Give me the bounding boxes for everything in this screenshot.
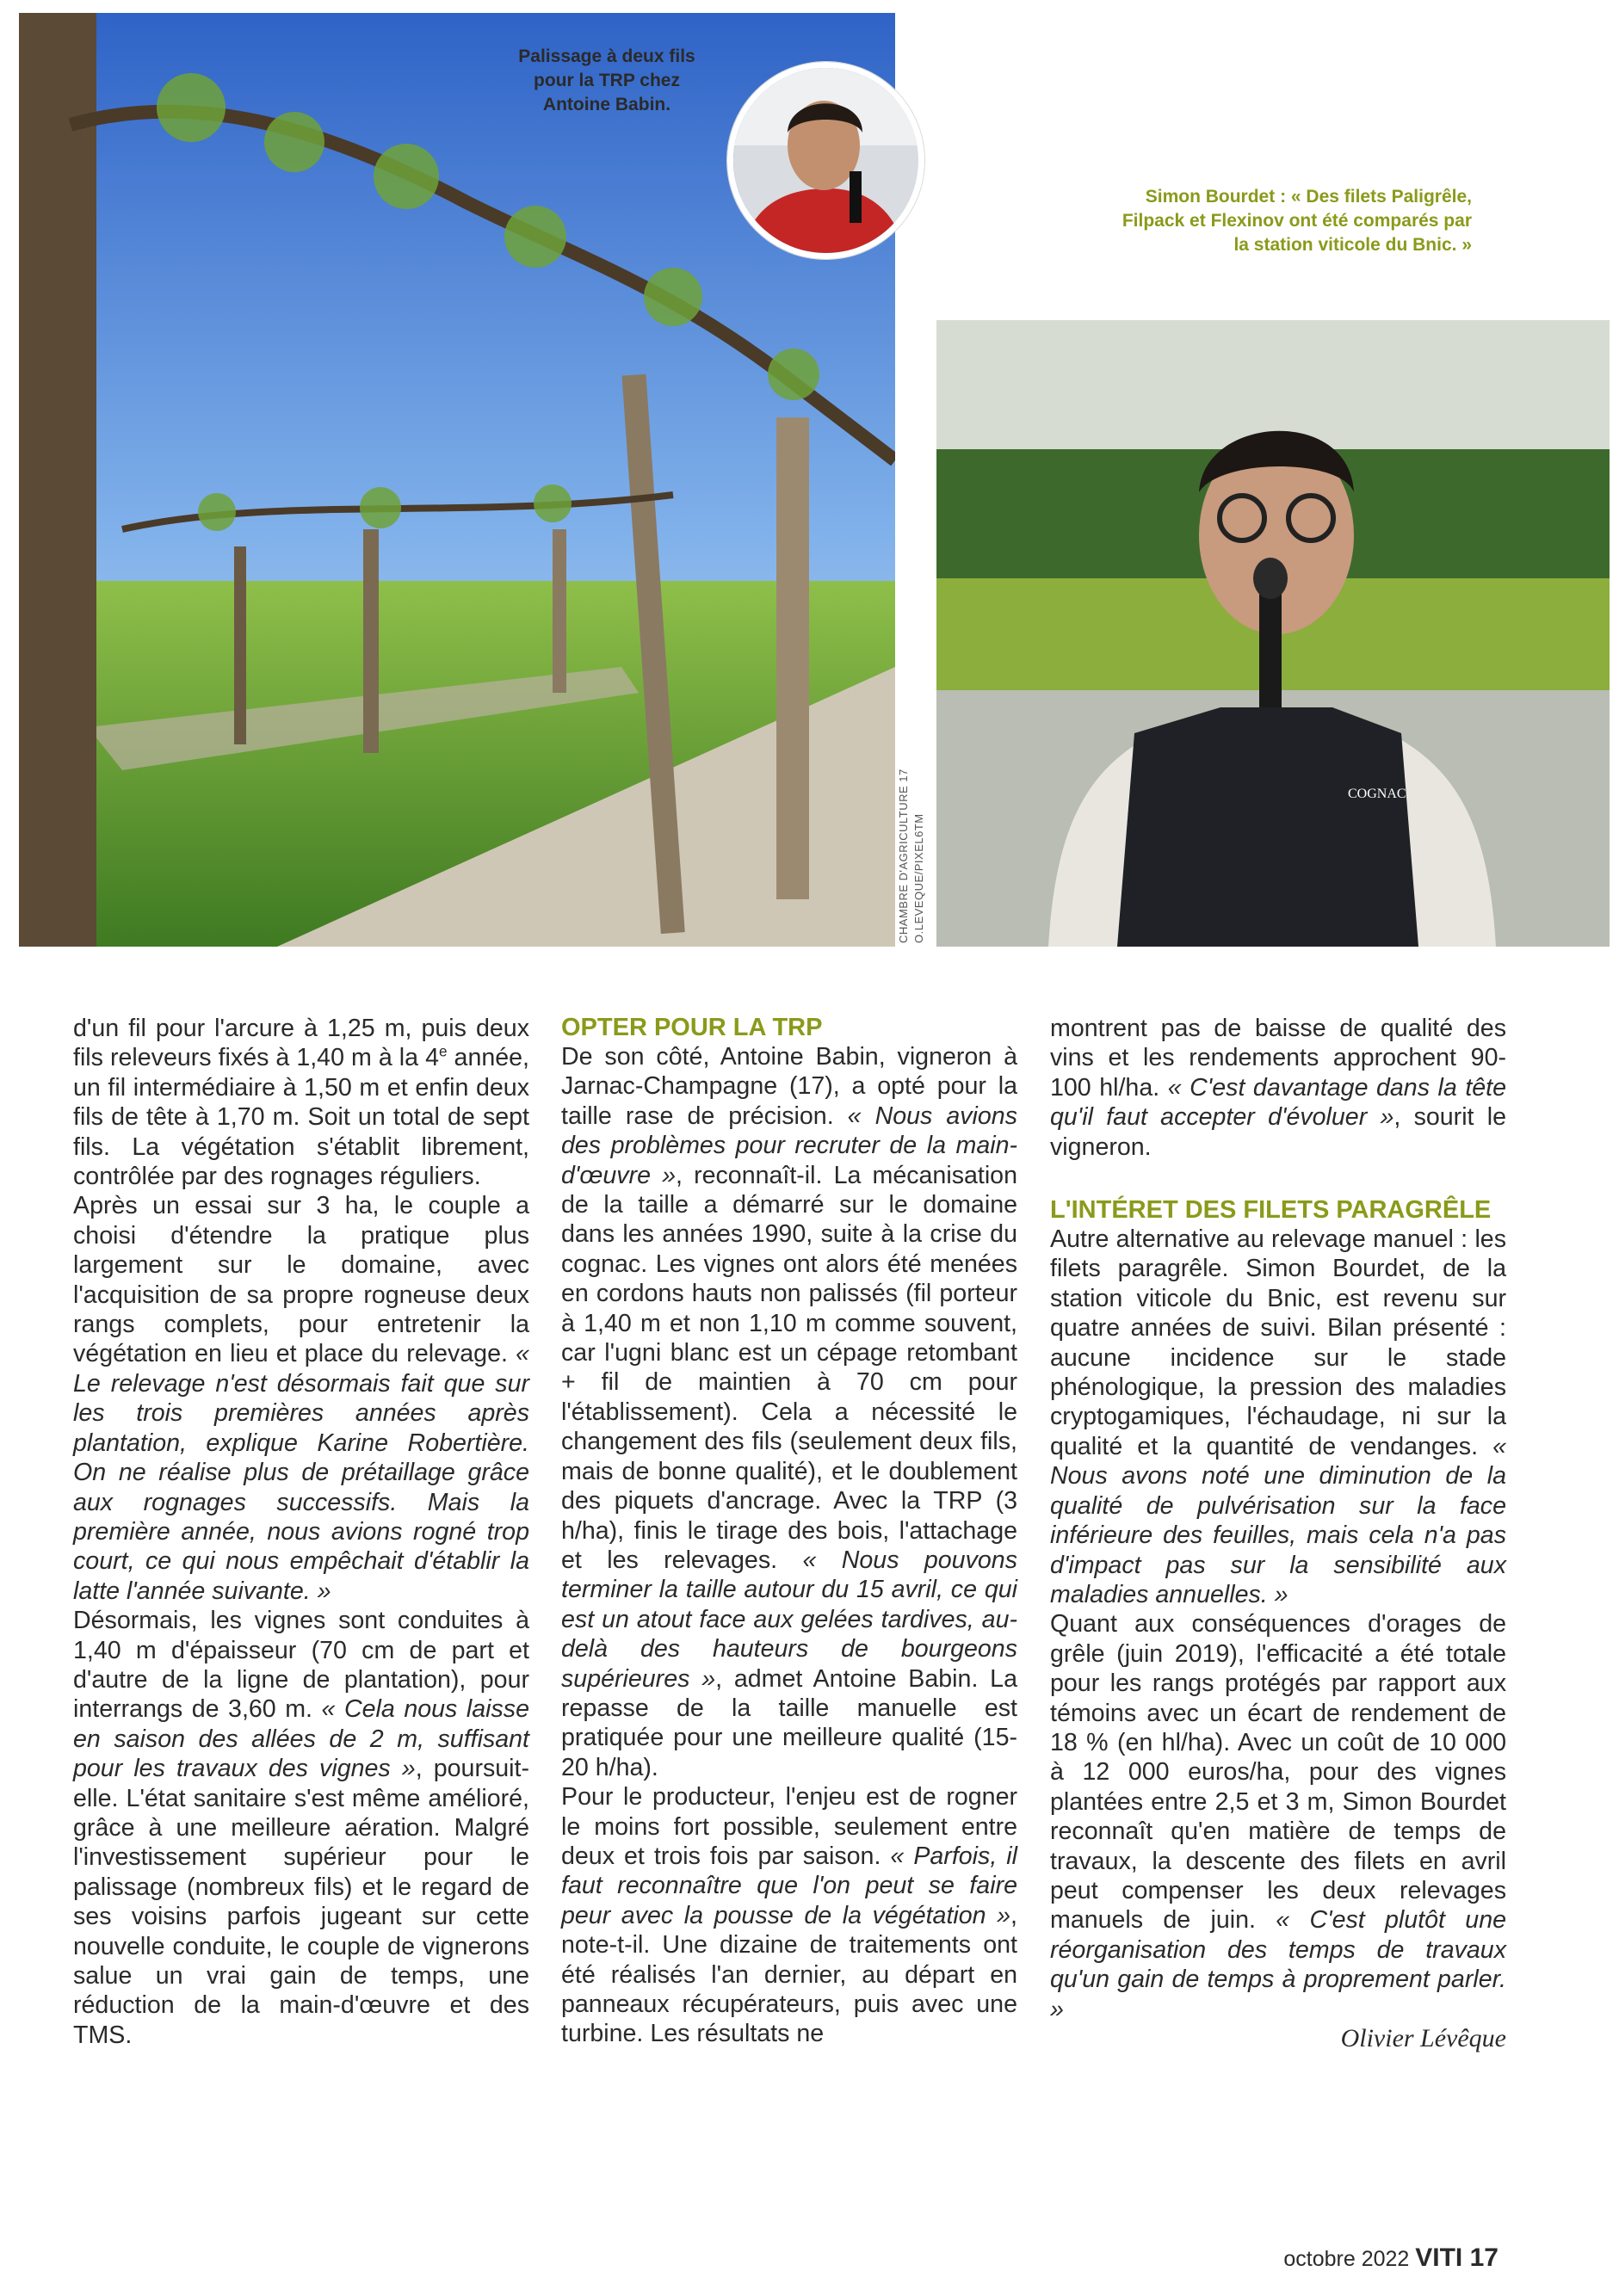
photo-credit-chambre: CHAMBRE D'AGRICULTURE 17	[897, 768, 910, 943]
section-heading-paragrele: L'INTÉRET DES FILETS PARAGRÊLE	[1050, 1196, 1492, 1225]
photo-caption-simon-bourdet: Simon Bourdet : « Des filets Paligrêle, Filpack et Flexinov ont été comparés par la station viticole du Bnic. »	[1122, 187, 1472, 255]
article-column-2	[561, 1014, 1017, 2049]
paragraph: Après un essai sur 3 ha, le couple a choisi d'étendre la pratique plus largement sur le domaine, avec l'acquisition de sa propre rogneuse deux rangs complets, pour entretenir la végétation en lieu et place du relevage. « Le relevage n'est désormais fait que sur les trois premières années après plantation, explique Karine Robertière. On ne réalise plus de prétaillage grâce aux rognages successifs. Mais la première année, nous avions rogné trop court, ce qui nous empêchait d'établir la latte l'année suivante. »	[73, 1192, 529, 1605]
section-heading-trp: OPTER POUR LA TRP	[561, 1014, 823, 1041]
article-column-3	[1050, 1014, 1506, 2053]
paragraph: Désormais, les vignes sont conduites à 1,40 m d'épaisseur (70 cm de part et d'autre de la ligne de plantation), pour interrangs de 3,60 m. « Cela nous laisse en saison des allées de 2 m, suffisant pour les travaux des vignes », poursuit-elle. L'état sanitaire s'est même amélioré, grâce à une meilleure aération. Malgré l'investissement supérieur pour le palissage (nombreux fils) et le regard de ses voisins parfois jugeant sur cette nouvelle conduite, le couple de vignerons salue un vrai gain de temps, une réduction de la main-d'œuvre et des TMS.	[73, 1607, 529, 2049]
issue-date: octobre 2022	[1283, 2247, 1416, 2271]
vest-logo: COGNAC	[1348, 787, 1406, 801]
magazine-name: VITI	[1415, 2244, 1463, 2272]
antoine-babin-inset-photo	[727, 62, 924, 259]
paragraph: Autre alternative au relevage manuel : les filets paragrêle. Simon Bourdet, de la station viticole du Bnic, est revenu sur quatre années de suivi. Bilan présenté : aucune incidence sur le stade phénologique, la pression des maladies cryptogamiques, l'échaudage, ni sur la qualité et la quantité de vendanges. « Nous avons noté une diminution de la qualité de pulvérisation sur la face inférieure des feuilles, mais cela n'a pas d'impact pas sur la sensibilité aux maladies annuelles. »	[1050, 1225, 1506, 1608]
paragraph: Quant aux conséquences d'orages de grêle (juin 2019), l'efficacité a été totale pour les rangs protégés par rapport aux témoins avec un écart de rendement de 18 % (en hl/ha). Avec un coût de 10 000 à 12 000 euros/ha, pour des vignes plantées entre 2,5 et 3 m, Simon Bourdet reconnaît qu'en matière de temps de travaux, la descente des filets en avril peut compenser les deux relevages manuels de juin. « C'est plutôt une réorganisation des temps de travaux qu'un gain de temps à proprement parler. »	[1050, 1610, 1506, 2023]
photo-caption-trp: Palissage à deux fils pour la TRP chez Antoine Babin.	[518, 46, 695, 114]
page-number: 17	[1462, 2244, 1499, 2272]
photo-credit-leveque: O.LEVEQUE/PIXEL6TM	[912, 813, 925, 943]
paragraph: Pour le producteur, l'enjeu est de rogner le moins fort possible, seulement entre deux et trois fois par saison. « Parfois, il faut reconnaître que l'on peut se faire peur avec la pousse de la végétation », note-t-il. Une dizaine de traitements ont été réalisés l'an dernier, au départ en panneaux récupérateurs, puis avec une turbine. Les résultats ne	[561, 1783, 1017, 2048]
article-column-1	[73, 1014, 529, 2050]
paragraph: d'un fil pour l'arcure à 1,25 m, puis deux fils releveurs fixés à 1,40 m à la 4e année, un fil intermédiaire à 1,50 m et enfin deux fils de tête à 1,70 m. Soit un total de sept fils. La végétation s'établit librement, contrôlée par des rognages réguliers.	[73, 1015, 529, 1191]
page-footer	[1283, 2244, 1499, 2273]
speaker-photo	[936, 320, 1610, 947]
paragraph: montrent pas de baisse de qualité des vins et les rendements approchent 90-100 hl/ha. « C'est davantage dans la tête qu'il faut accepter d'évoluer », sourit le vigneron.	[1050, 1015, 1507, 1161]
paragraph: De son côté, Antoine Babin, vigneron à Jarnac-Champagne (17), a opté pour la taille rase de précision. « Nous avions des problèmes pour recruter de la main-d'œuvre », reconnaît-il. La mécanisation de la taille a démarré sur le domaine dans les années 1990, suite à la crise du cognac. Les vignes ont alors été menées en cordons hauts non palissés (fil porteur à 1,40 m et non 1,10 m comme souvent, car l'ugni blanc est un cépage retombant + fil de maintien à 70 cm pour l'établissement). Cela a nécessité le changement des fils (seulement deux fils, mais de bonne qualité), et le doublement des piquets d'ancrage. Avec la TRP (3 h/ha), finis le tirage des bois, l'attachage et les relevages. « Nous pouvons terminer la taille autour du 15 avril, ce qui est un atout face aux gelées tardives, au-delà des hauteurs de bourgeons supérieures », admet Antoine Babin. La repasse de la taille manuelle est pratiquée pour une meilleure qualité (15-20 h/ha).	[561, 1043, 1018, 1781]
author-signature: Olivier Lévêque	[1340, 2024, 1506, 2052]
